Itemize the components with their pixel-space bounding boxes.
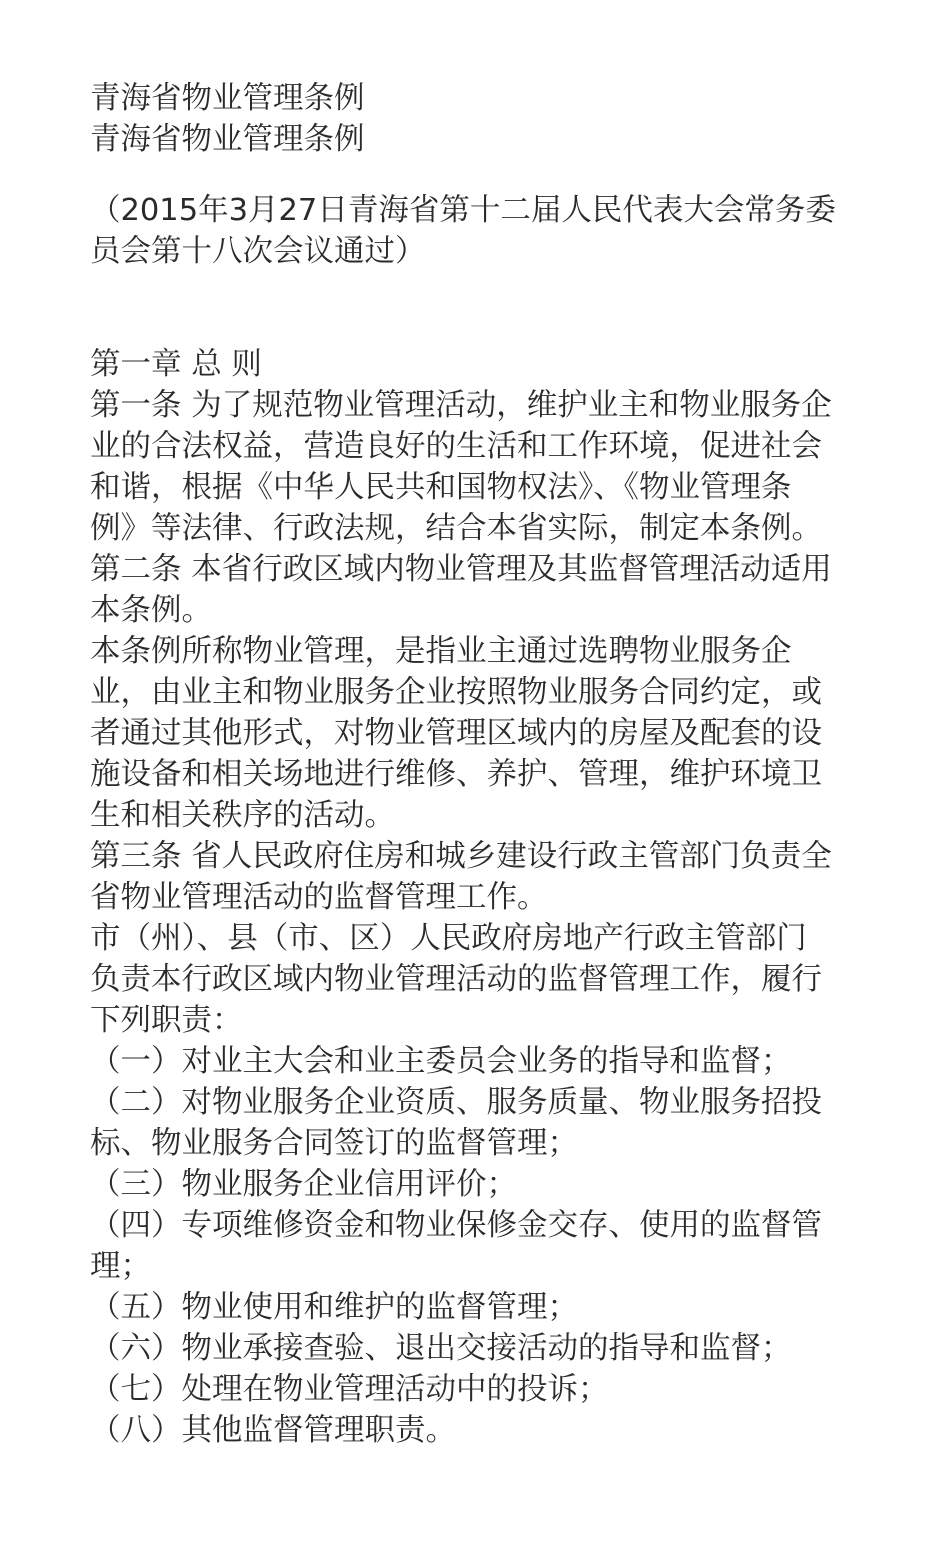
- article-line: 者通过其他形式，对物业管理区域内的房屋及配套的设: [90, 716, 822, 751]
- article-line: 负责本行政区域内物业管理活动的监督管理工作，履行: [90, 962, 822, 997]
- document-title-repeat: 青海省物业管理条例: [90, 122, 365, 157]
- duty-list-item: （六）物业承接查验、退出交接活动的指导和监督；: [90, 1331, 792, 1366]
- duty-list-item: 标、物业服务合同签订的监督管理；: [90, 1126, 578, 1161]
- duty-list-item: （四）专项维修资金和物业保修金交存、使用的监督管: [90, 1208, 822, 1243]
- chapter-heading: 第一章 总 则: [90, 347, 262, 382]
- document-title: 青海省物业管理条例: [90, 81, 365, 116]
- duty-list-item: （七）处理在物业管理活动中的投诉；: [90, 1372, 609, 1407]
- adoption-note-line: （2015年3月27日青海省第十二届人民代表大会常务委: [90, 193, 836, 228]
- duty-list-item: 理；: [90, 1249, 151, 1284]
- duty-list-item: （三）物业服务企业信用评价；: [90, 1167, 517, 1202]
- article-line: 业，由业主和物业服务企业按照物业服务合同约定，或: [90, 675, 822, 710]
- article-line: 例》等法律、行政法规，结合本省实际，制定本条例。: [90, 511, 822, 546]
- article-line: 下列职责：: [90, 1003, 243, 1038]
- article-line: 第一条 为了规范物业管理活动，维护业主和物业服务企: [90, 388, 832, 423]
- article-line: 省物业管理活动的监督管理工作。: [90, 880, 548, 915]
- spacer: [90, 272, 858, 344]
- article-line: 生和相关秩序的活动。: [90, 798, 395, 833]
- article-line: 业的合法权益，营造良好的生活和工作环境，促进社会: [90, 429, 822, 464]
- adoption-note-line: 员会第十八次会议通过）: [90, 234, 426, 269]
- duty-list-item: （五）物业使用和维护的监督管理；: [90, 1290, 578, 1325]
- article-line: 本条例所称物业管理，是指业主通过选聘物业服务企: [90, 634, 792, 669]
- article-line: 第二条 本省行政区域内物业管理及其监督管理活动适用: [90, 552, 832, 587]
- article-line: 和谐，根据《中华人民共和国物权法》、《物业管理条: [90, 470, 792, 505]
- duty-list-item: （一）对业主大会和业主委员会业务的指导和监督；: [90, 1044, 792, 1079]
- article-line: 市（州）、县（市、区）人民政府房地产行政主管部门: [90, 921, 807, 956]
- article-line: 第三条 省人民政府住房和城乡建设行政主管部门负责全: [90, 839, 832, 874]
- duty-list-item: （二）对物业服务企业资质、服务质量、物业服务招投: [90, 1085, 822, 1120]
- article-line: 本条例。: [90, 593, 212, 628]
- duty-list-item: （八）其他监督管理职责。: [90, 1413, 456, 1448]
- spacer: [90, 160, 858, 190]
- article-line: 施设备和相关场地进行维修、养护、管理，维护环境卫: [90, 757, 822, 792]
